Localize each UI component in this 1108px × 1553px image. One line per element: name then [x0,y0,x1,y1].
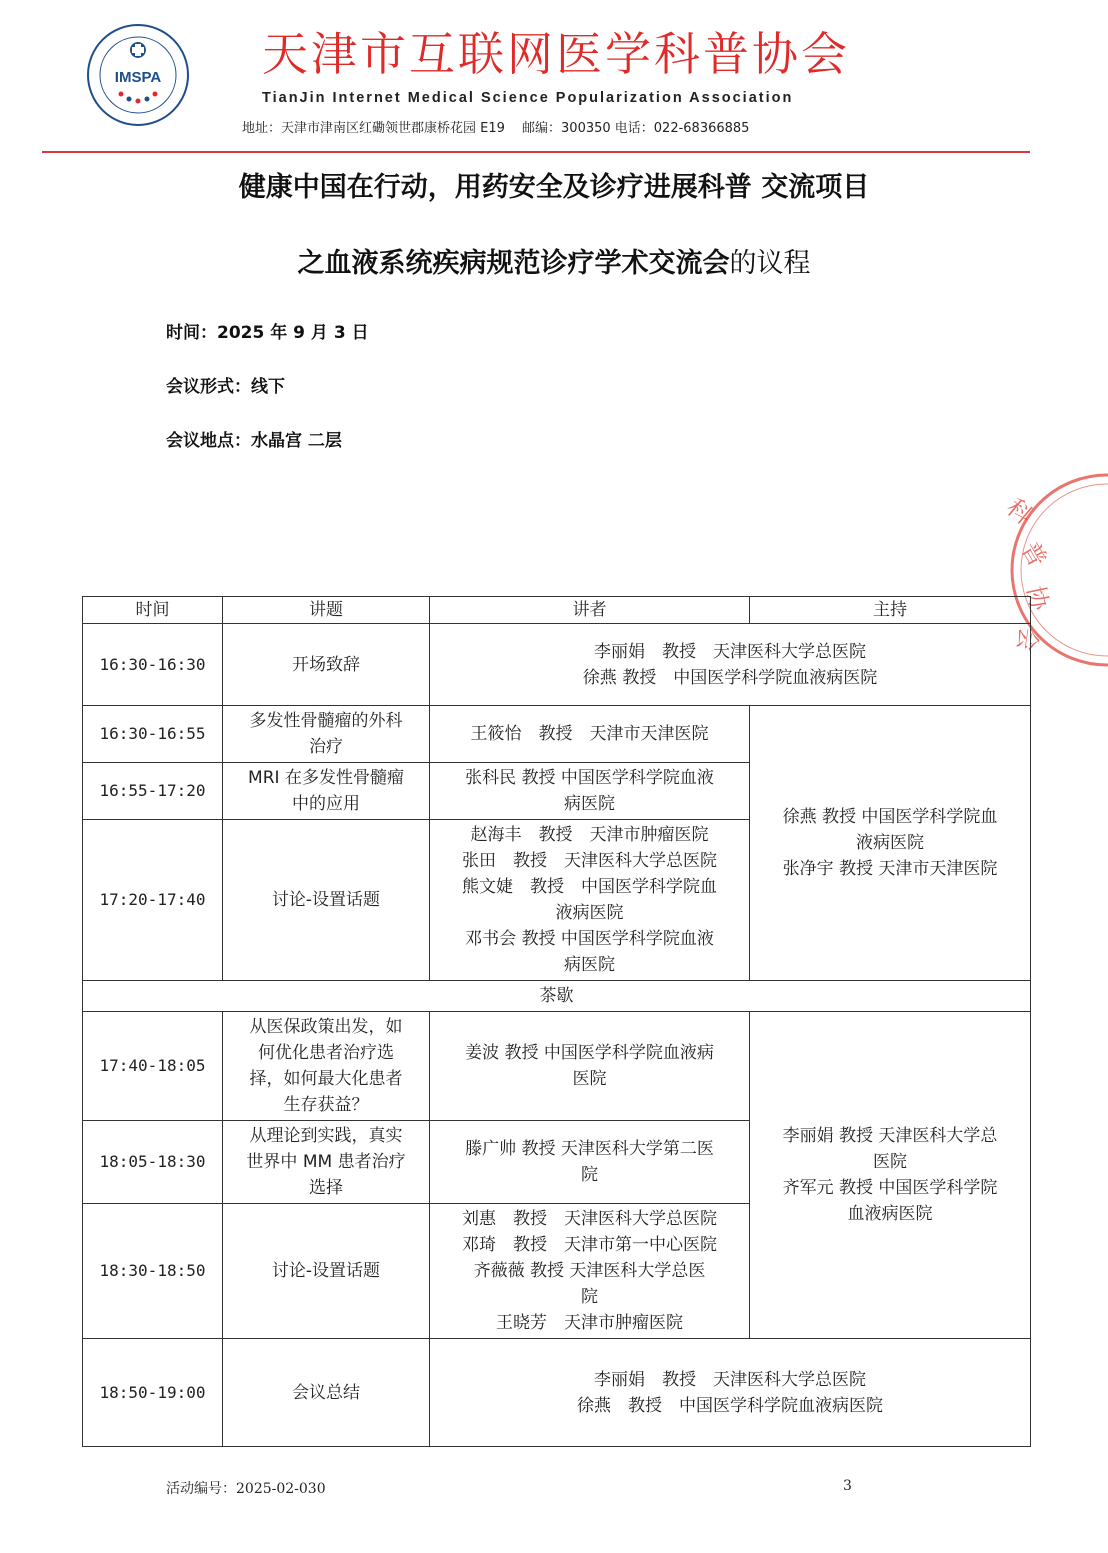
speaker-line: 张科民 教授 中国医学科学院血液 [465,768,714,788]
speaker-line: 液病医院 [555,903,624,923]
topic-line: 中的应用 [292,794,360,814]
topic-line: 择，如何最大化患者 [249,1069,403,1089]
association-logo [85,22,191,128]
row-time: 17:20-17:40 [83,820,223,981]
topic-line: 多发性骨髓瘤的外科 [249,711,403,731]
row-speakers [430,1204,750,1339]
speaker-line: 徐燕 教授 中国医学科学院血液病医院 [582,667,878,688]
address-line: 地址：天津市津南区红磡领世郡康桥花园 E19 邮编：300350 电话：022-68366885 [242,121,750,136]
topic-line: MRI 在多发性骨髓瘤 [248,768,404,788]
speaker-line: 姜波 教授 中国医学科学院血液病 [465,1043,714,1063]
table-row [83,624,1031,706]
row-time: 16:30-16:30 [83,624,223,706]
table-row [83,1012,1031,1121]
host-line: 徐燕 教授 中国医学科学院血 [782,807,998,827]
row-topic [223,1012,430,1121]
svg-text:普: 普 [1015,537,1053,572]
speaker-line: 熊文婕 教授 中国医学科学院血 [462,877,717,897]
table-row [83,1339,1031,1447]
speaker-line: 滕广帅 教授 天津医科大学第二医 [465,1139,714,1159]
row-speakers [430,1121,750,1204]
host-line: 张净宇 教授 天津市天津医院 [782,859,998,879]
page-number: 3 [843,1478,852,1494]
col-header-host: 主持 [750,597,1031,624]
org-name-chinese: 天津市互联网医学科普协会 [262,27,850,81]
host-line: 医院 [873,1152,907,1172]
col-header-speaker: 讲者 [430,597,750,624]
host-line: 液病医院 [856,833,924,853]
col-header-time: 时间 [83,597,223,624]
header-divider [42,151,1030,153]
row-time: 18:05-18:30 [83,1121,223,1204]
topic-line: 何优化患者治疗选 [258,1043,394,1063]
host-line: 李丽娟 教授 天津医科大学总 [782,1126,998,1146]
speaker-line: 李丽娟 教授 天津医科大学总医院 [594,641,866,662]
svg-text:协: 协 [1021,583,1054,613]
org-name-english: TianJin Internet Medical Science Popularization Association [262,90,794,106]
topic-line: 世界中 MM 患者治疗 [246,1152,406,1172]
row-topic [223,763,430,820]
document-title-line2 [0,241,1108,280]
meeting-location: 会议地点：水晶宫 二层 [166,431,342,451]
topic-line: 从医保政策出发，如 [249,1017,403,1037]
col-header-topic: 讲题 [223,597,430,624]
table-header-row [83,597,1031,624]
speaker-line: 院 [581,1287,598,1307]
row-time: 18:30-18:50 [83,1204,223,1339]
speaker-line: 王筱怡 教授 天津市天津医院 [470,724,709,744]
logo-text: IMSPA [114,69,162,86]
row-time: 17:40-18:05 [83,1012,223,1121]
svg-text:科: 科 [1001,493,1038,531]
agenda-table [82,596,1031,1447]
host-group-1 [750,706,1031,981]
topic-line: 选择 [309,1178,343,1198]
row-time: 16:30-16:55 [83,706,223,763]
row-speakers [430,1339,1031,1447]
tea-break-label: 茶歇 [83,981,1031,1012]
speaker-line: 赵海丰 教授 天津市肿瘤医院 [470,825,709,845]
title-normal-part: 的议程 [729,248,811,279]
row-topic [223,1121,430,1204]
speaker-line: 邓琦 教授 天津市第一中心医院 [462,1235,717,1255]
row-topic: 开场致辞 [223,624,430,706]
speaker-line: 齐薇薇 教授 天津医科大学总医 [473,1261,706,1281]
speaker-line: 王晓芳 天津市肿瘤医院 [496,1313,683,1333]
meeting-format: 会议形式：线下 [166,377,285,397]
document-title-line1: 健康中国在行动，用药安全及诊疗进展科普 交流项目 [238,172,870,203]
speaker-line: 徐燕 教授 中国医学科学院血液病医院 [577,1395,883,1416]
row-speakers [430,706,750,763]
svg-text:会: 会 [1011,625,1043,653]
topic-line: 生存获益？ [283,1095,369,1115]
speaker-line: 张田 教授 天津医科大学总医院 [462,851,717,871]
speaker-line: 病医院 [564,955,615,975]
speaker-line: 李丽娟 教授 天津医科大学总医院 [594,1369,866,1390]
row-speakers [430,624,1031,706]
activity-id: 活动编号：2025-02-030 [166,1481,326,1497]
table-row [83,706,1031,763]
break-row [83,981,1031,1012]
host-line: 血液病医院 [847,1204,933,1224]
speaker-line: 刘惠 教授 天津医科大学总医院 [462,1209,717,1229]
meeting-time: 时间：2025 年 9 月 3 日 [166,323,369,343]
row-topic: 讨论-设置话题 [223,1204,430,1339]
host-line: 齐军元 教授 中国医学科学院 [782,1178,998,1198]
row-speakers [430,820,750,981]
host-group-2 [750,1012,1031,1339]
topic-line: 治疗 [309,737,343,757]
row-time: 18:50-19:00 [83,1339,223,1447]
row-topic [223,706,430,763]
speaker-line: 邓书会 教授 中国医学科学院血液 [465,929,714,949]
row-speakers [430,763,750,820]
speaker-line: 医院 [572,1069,607,1089]
row-speakers [430,1012,750,1121]
title-bold-part: 之血液系统疾病规范诊疗学术交流会 [297,248,730,279]
speaker-line: 院 [581,1165,598,1185]
row-time: 16:55-17:20 [83,763,223,820]
speaker-line: 病医院 [564,794,615,814]
topic-line: 从理论到实践，真实 [249,1126,403,1146]
row-topic: 讨论-设置话题 [223,820,430,981]
row-topic: 会议总结 [223,1339,430,1447]
